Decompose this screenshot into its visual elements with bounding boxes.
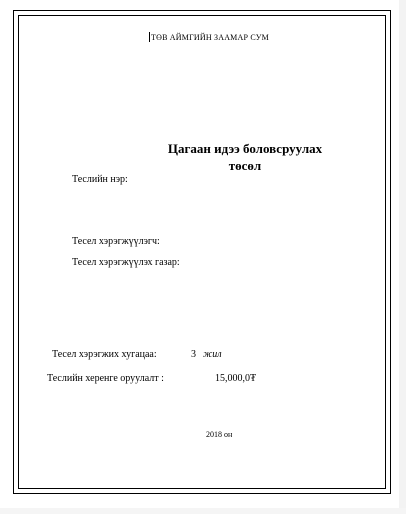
text-cursor bbox=[149, 32, 150, 42]
applicant-name-label[interactable]: Теслийн нэр: bbox=[72, 174, 128, 185]
investment-value[interactable]: 15,000,0₮ bbox=[215, 373, 257, 384]
page-border-inner bbox=[18, 15, 386, 489]
footer-year[interactable]: 2018 он bbox=[206, 430, 233, 439]
duration-label[interactable]: Тесел хэрэгжих хугацаа: bbox=[52, 349, 157, 360]
document-header[interactable]: ТӨВ АЙМГИЙН ЗААМАР СУМ bbox=[151, 33, 269, 42]
title-line-1: Цагаан идээ боловсруулах bbox=[167, 141, 323, 156]
implementer-label[interactable]: Тесел хэрэгжүүлэгч: bbox=[72, 236, 160, 247]
duration-value[interactable]: 3 bbox=[191, 349, 196, 360]
investment-label[interactable]: Теслийн херенге оруулалт : bbox=[47, 373, 164, 384]
document-title[interactable] bbox=[140, 140, 350, 174]
bottom-edge bbox=[0, 508, 406, 514]
location-label[interactable]: Тесел хэрэгжүүлэх газар: bbox=[72, 257, 180, 268]
title-line-2: төсөл bbox=[228, 158, 262, 173]
duration-unit[interactable]: жил bbox=[203, 349, 222, 360]
vertical-scrollbar[interactable] bbox=[399, 0, 406, 514]
